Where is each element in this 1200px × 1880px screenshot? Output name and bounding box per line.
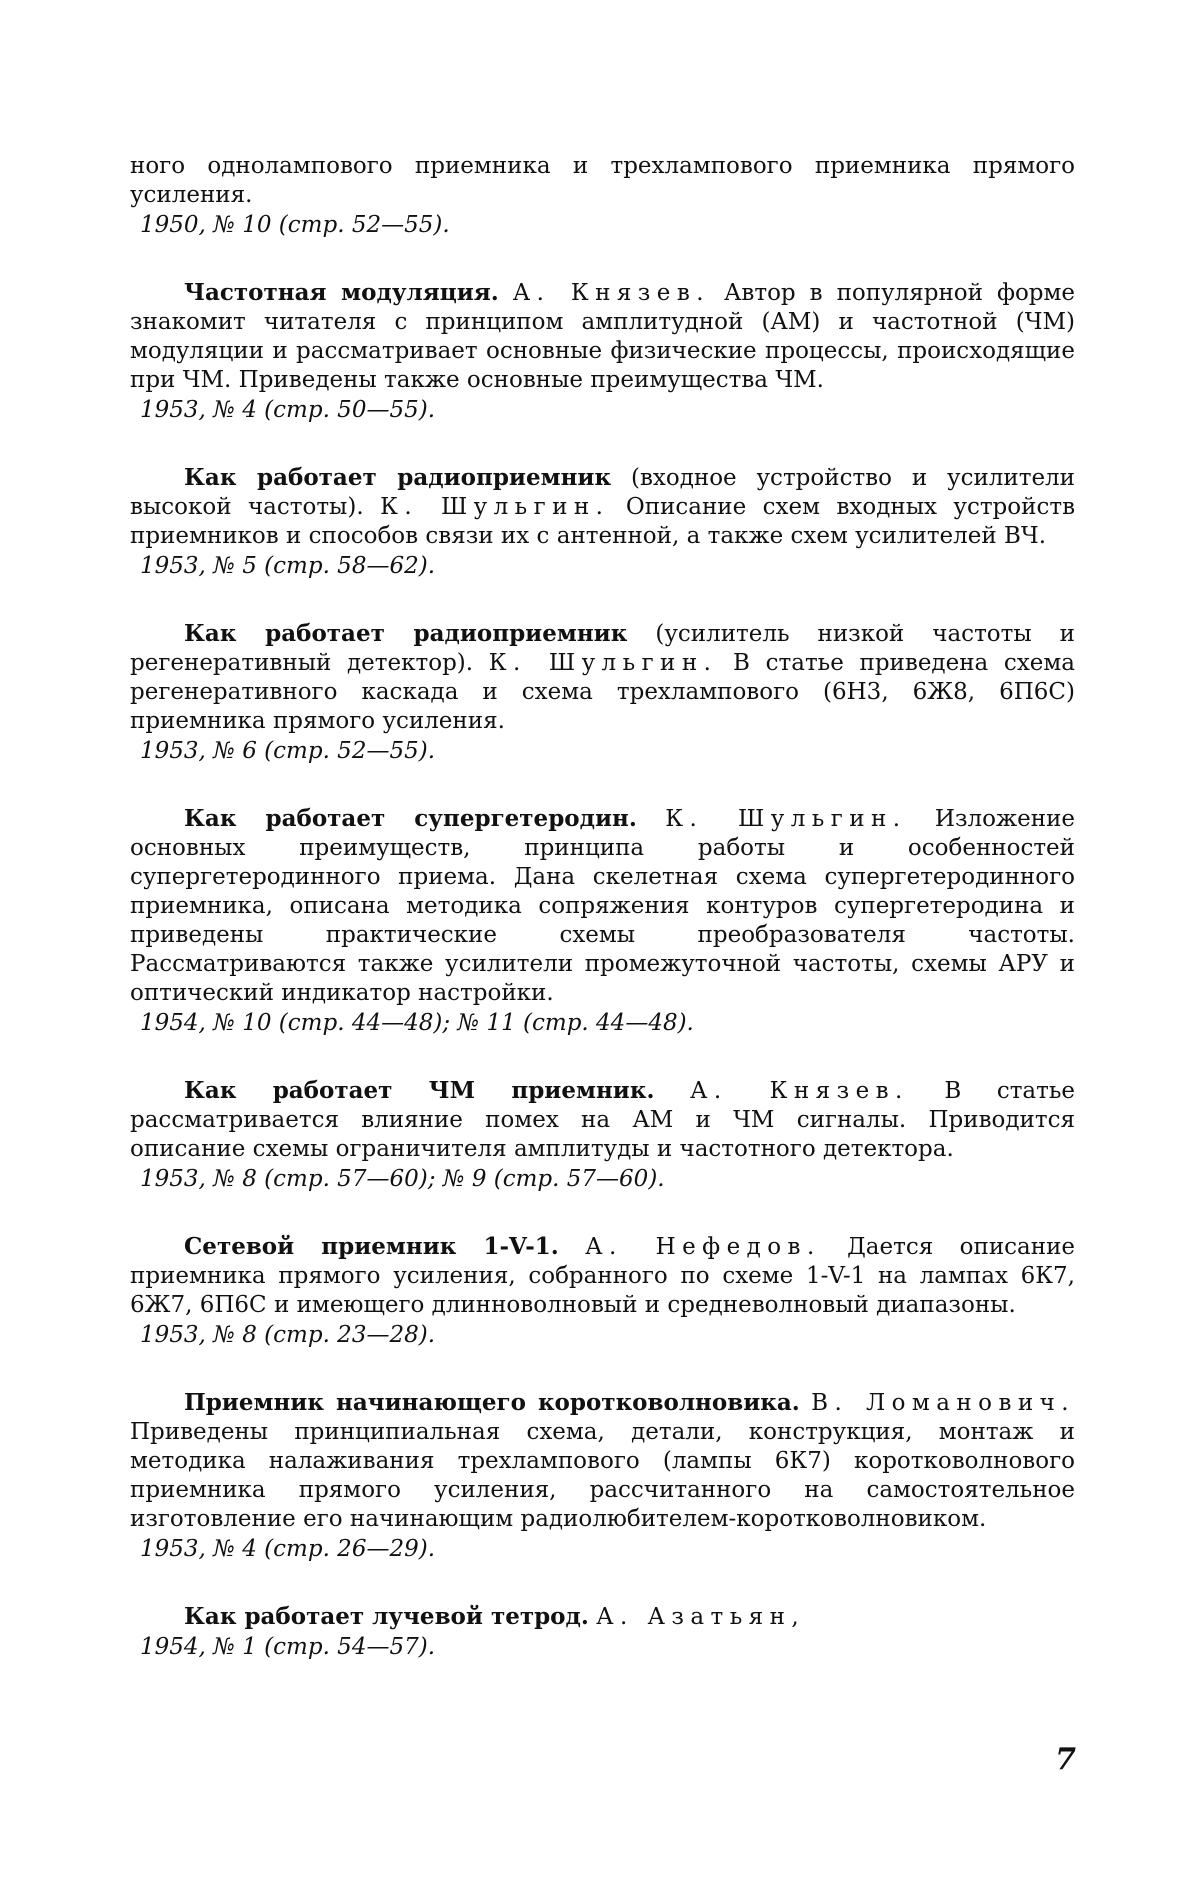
bibliography-entry bbox=[130, 278, 1075, 425]
bibliography-entry bbox=[130, 463, 1075, 581]
entry-text: Описание схем входных устройств приемников и способов связи их с антенной, а также схем усилителей ВЧ. bbox=[130, 494, 1075, 549]
entry-author: К. Шульгин. bbox=[489, 650, 718, 676]
entry-citation: 1953, № 4 (стр. 50—55). bbox=[140, 395, 1075, 425]
entry-title: Приемник начинающего коротковолновика. bbox=[184, 1389, 800, 1416]
entry-title: Как работает радиоприемник bbox=[184, 464, 611, 491]
entry-text: В статье приведена схема регенеративного каскада и схема трехлампового (6Н3, 6Ж8, 6П6С) приемника прямого усиления. bbox=[130, 650, 1075, 734]
entry-citation: 1954, № 1 (стр. 54—57). bbox=[140, 1632, 1075, 1662]
entry-text: ного однолампового приемника и трехлампового приемника прямого усиления. bbox=[130, 153, 1075, 208]
entry-subtitle: (усилитель низкой частоты и регенеративный детектор). bbox=[130, 621, 1075, 676]
entry-citation: 1953, № 8 (стр. 57—60); № 9 (стр. 57—60). bbox=[140, 1164, 1075, 1194]
entry-text: Дается описание приемника прямого усиления, собранного по схеме 1-V-1 на лампах 6К7, 6Ж7, 6П6С и имеющего длинноволновый и средневолновый диапазоны. bbox=[130, 1234, 1075, 1318]
entry-text: Приведены принципиальная схема, детали, конструкция, монтаж и методика налаживания трехлампового (лампы 6К7) коротковолнового приемника прямого усиления, рассчитанного на самостоятельное изготовление его начинающим радиолюбителем-коротковолновиком. bbox=[130, 1419, 1075, 1532]
entry-citation: 1950, № 10 (стр. 52—55). bbox=[140, 210, 1075, 240]
entry-citation: 1953, № 6 (стр. 52—55). bbox=[140, 736, 1075, 766]
entry-title: Сетевой приемник 1-V-1. bbox=[184, 1233, 559, 1260]
entry-citation: 1953, № 5 (стр. 58—62). bbox=[140, 551, 1075, 581]
entry-citation: 1953, № 8 (стр. 23—28). bbox=[140, 1320, 1075, 1350]
bibliography-entry bbox=[130, 1232, 1075, 1350]
entry-subtitle: (входное устройство и усилители высокой частоты). bbox=[130, 465, 1075, 520]
entry-author: А. Нефедов. bbox=[585, 1234, 821, 1260]
entry-author: К. Шульгин. bbox=[380, 494, 609, 520]
entry-title: Как работает лучевой тетрод. bbox=[184, 1603, 589, 1630]
entry-title: Как работает ЧМ приемник. bbox=[184, 1077, 654, 1104]
entry-author: А. Князев. bbox=[690, 1078, 909, 1104]
entry-citation: 1953, № 4 (стр. 26—29). bbox=[140, 1534, 1075, 1564]
bibliography-entry bbox=[130, 1602, 1075, 1662]
page-number: 7 bbox=[1055, 1742, 1076, 1777]
entry-citation: 1954, № 10 (стр. 44—48); № 11 (стр. 44—48). bbox=[140, 1008, 1075, 1038]
bibliography-entry bbox=[130, 1076, 1075, 1194]
entry-author: А. Князев. bbox=[513, 280, 710, 306]
entry-text: В статье рассматривается влияние помех на АМ и ЧМ сигналы. Приводится описание схемы ограничителя амплитуды и частотного детектора. bbox=[130, 1078, 1075, 1162]
entry-title: Частотная модуляция. bbox=[184, 279, 499, 306]
bibliography-entry bbox=[130, 619, 1075, 766]
entry-text: Автор в популярной форме знакомит читателя с принципом амплитудной (АМ) и частотной (ЧМ) модуляции и рассматривает основные физические процессы, происходящие при ЧМ. Приведены также основные преимущества ЧМ. bbox=[130, 280, 1075, 393]
entry-title: Как работает радиоприемник bbox=[184, 620, 627, 647]
bibliography-entry bbox=[130, 1388, 1075, 1564]
entry-author: А. Азатьян, bbox=[596, 1604, 805, 1630]
entry-author: К. Шульгин. bbox=[665, 806, 906, 832]
entry-text: Изложение основных преимуществ, принципа работы и особенностей супергетеродинного приема. Дана скелетная схема супергетеродинного приемника, описана методика сопряжения контуров супергетеродина и приведены практические схемы преобразователя частоты. Рассматриваются также усилители промежуточной частоты, схемы АРУ и оптический индикатор настройки. bbox=[130, 806, 1075, 1006]
bibliography-entry bbox=[130, 804, 1075, 1038]
bibliography-entry bbox=[130, 152, 1075, 240]
bibliography-page bbox=[130, 152, 1075, 1700]
entry-title: Как работает супергетеродин. bbox=[184, 805, 637, 832]
entry-author: В. Ломанович. bbox=[811, 1390, 1075, 1416]
